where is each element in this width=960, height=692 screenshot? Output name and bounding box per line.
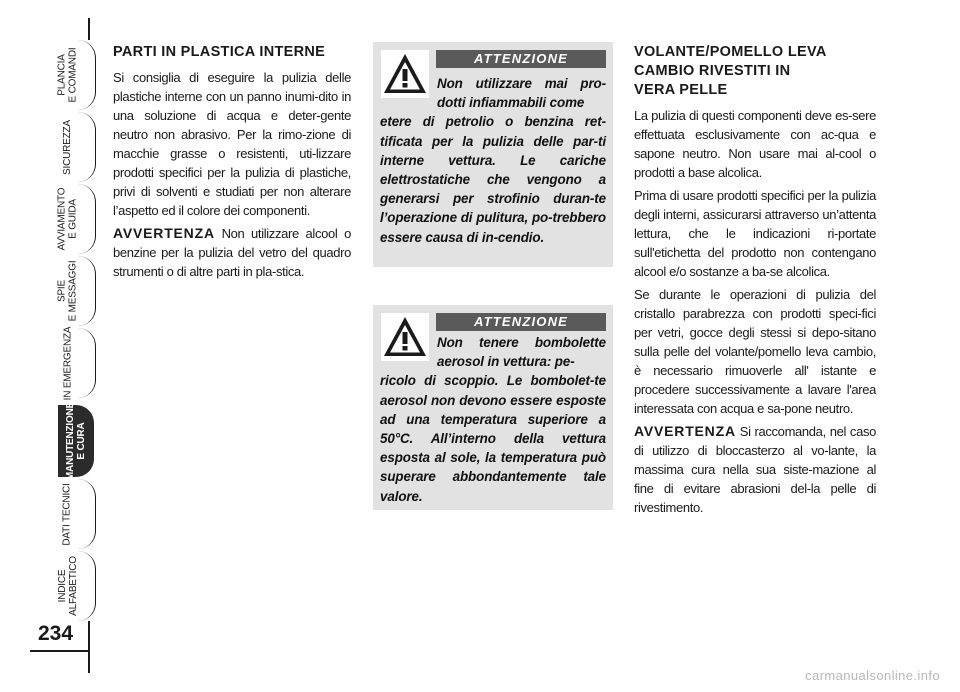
chapter-tab-bar (0, 0, 100, 692)
tab-sicurezza[interactable] (40, 112, 96, 182)
tab-label: SPIE E MESSAGGI (56, 260, 79, 322)
body-paragraph: Se durante le operazioni di pulizia del cristallo parabrezza con prodotti speci-fici per vetri, gocce degli stessi si depo-sitano sulla pelle del volante/pomello leva cambio, è necessario rimuoverle all' istante e procedere successivamente a lavare l'area interessata con acqua e sa-pone neutro. (634, 287, 876, 416)
warning-body: etere di petrolio o benzina ret-tificata per la pulizia delle par-ti interne vettura. Le cariche elettrostatiche che vengono a generarsi per strofinio duran-te l’operazione di pulitura, po-trebbero essere causa di in-cendio. (380, 114, 606, 245)
body-paragraph: La pulizia di questi componenti deve es-sere effettuata esclusivamente con ac-qua e sapone neutro. Non usare mai al-cool o prodotti a base alcolica. (634, 108, 876, 180)
tab-avviamento-e-guida[interactable] (40, 184, 96, 254)
note-label: AVVERTENZA (634, 423, 736, 439)
tab-plancia-e-comandi[interactable] (40, 40, 96, 110)
warning-box-flammable (373, 42, 613, 267)
tab-manutenzione-e-cura[interactable] (58, 401, 94, 481)
warning-header: ATTENZIONE (436, 50, 606, 68)
section-heading: VOLANTE/POMELLO LEVA CAMBIO RIVESTITI IN VERA PELLE (634, 44, 827, 98)
tab-label: MANUTENZIONE E CURA (65, 401, 87, 481)
note-text: Non utilizzare alcool o benzine per la pulizia del vetro del quadro strumenti o di altre parti in pla-stica. (113, 226, 351, 279)
note-paragraph (113, 224, 351, 281)
note-text: Si raccomanda, nel caso di utilizzo di bloccasterzo al vo-lante, la massima cura nella sua siste-mazione al fine di evitare abrasioni del-la pelle di rivestimento. (634, 424, 876, 515)
tab-label: AVVIAMENTO E GUIDA (56, 187, 79, 251)
warning-lead: Non utilizzare mai pro-dotti infiammabili come (437, 76, 606, 111)
tab-label: SICUREZZA (62, 119, 73, 175)
warning-box-aerosol (373, 305, 613, 510)
page-number-rule (30, 650, 90, 652)
warning-body: ricolo di scoppio. Le bombolet-te aerosol non devono essere esposte ad una temperatura superiore a 50°C. All’interno della vettura esposta al sole, la temperatura può superare abbondantemente tale valore. (380, 373, 606, 504)
tab-in-emergenza[interactable] (40, 328, 96, 398)
note-paragraph (634, 422, 876, 517)
tab-indice-alfabetico[interactable] (40, 551, 96, 621)
section-heading: PARTI IN PLASTICA INTERNE (113, 44, 326, 60)
tab-dati-tecnici[interactable] (40, 479, 96, 549)
tab-divider-line (88, 621, 90, 673)
body-paragraph: Prima di usare prodotti specifici per la pulizia degli interni, assicurarsi attraverso un’attenta lettura, che le indicazioni ri-portate sull'etichetta del prodotto non contengano alcool e/o sostanze a ba-se alcolica. (634, 188, 876, 279)
warning-header: ATTENZIONE (436, 313, 606, 331)
warning-text (380, 74, 606, 247)
warning-lead: Non tenere bombolette aerosol in vettura: pe- (437, 335, 606, 370)
watermark: carmanualsonline.info (805, 668, 940, 683)
tab-label: INDICE ALFABETICO (56, 556, 79, 616)
note-label: AVVERTENZA (113, 225, 215, 241)
tab-label: PLANCIA E COMANDI (56, 47, 79, 103)
page-number: 234 (38, 622, 74, 645)
tab-divider-line (88, 18, 90, 40)
tab-label: DATI TECNICI (62, 482, 74, 546)
warning-text (380, 333, 606, 506)
section-plastic-parts (113, 43, 351, 285)
tab-label: IN EMERGENZA (62, 326, 73, 400)
tab-spie-e-messaggi[interactable] (40, 256, 96, 326)
body-paragraph: Si consiglia di eseguire la pulizia delle plastiche interne con un panno inumi-dito in una soluzione di acqua e deter-gente neutro non abrasivo. Per la rimo-zione di macchie grasse o resistenti, uti-lizzare prodotti specifici per la pulizia di plastiche, privi di solventi e studiati per non alterare l’aspetto ed il colore dei componenti. (113, 70, 351, 218)
section-leather-wheel (634, 43, 876, 521)
